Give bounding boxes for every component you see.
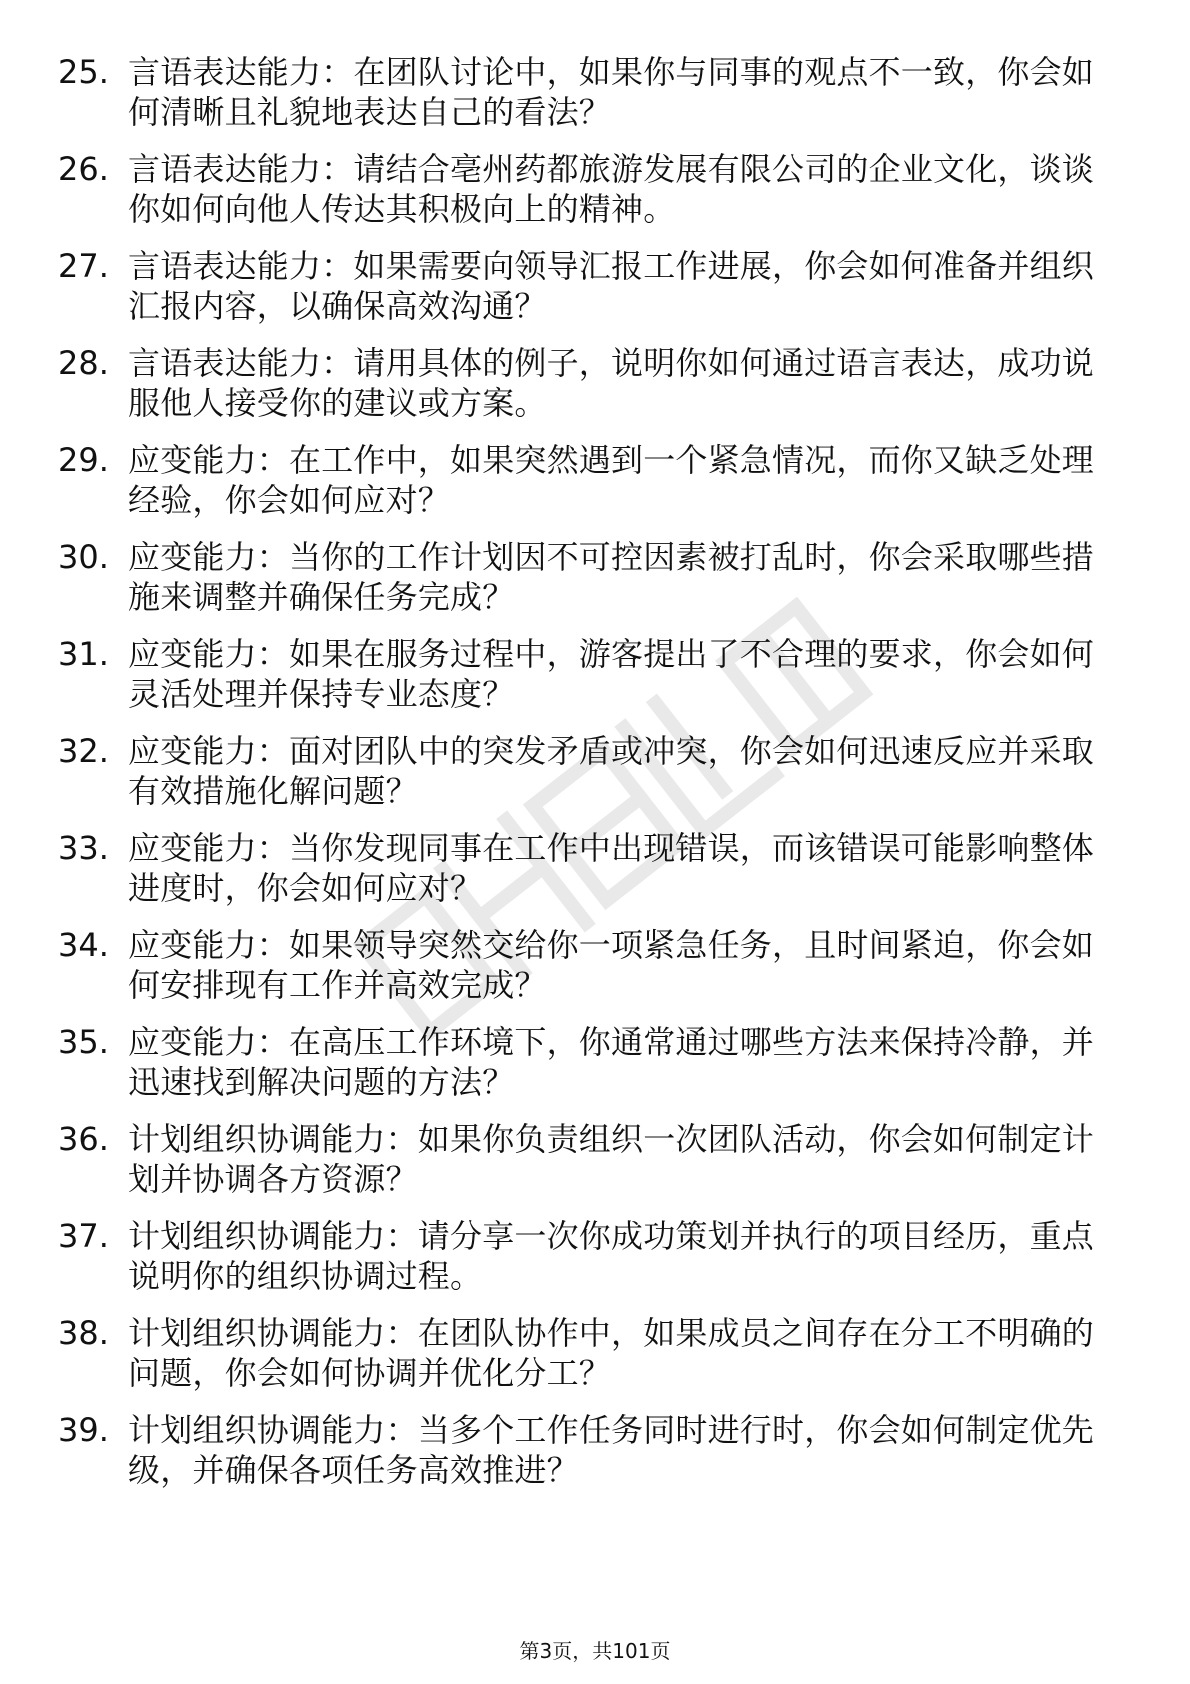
- question-item: [58, 925, 1118, 1022]
- question-number: 29.: [58, 441, 109, 479]
- question-text: 计划组织协调能力：请分享一次你成功策划并执行的项目经历，重点说明你的组织协调过程。: [128, 1217, 1095, 1295]
- question-number: 33.: [58, 829, 109, 867]
- question-number: 30.: [58, 538, 109, 576]
- question-number: 35.: [58, 1023, 109, 1061]
- question-item: [58, 537, 1118, 634]
- question-text: 计划组织协调能力：如果你负责组织一次团队活动，你会如何制定计划并协调各方资源？: [128, 1120, 1095, 1198]
- question-item: [58, 731, 1118, 828]
- question-item: [58, 1216, 1118, 1313]
- question-item: [58, 343, 1118, 440]
- question-list: [58, 52, 1118, 1507]
- question-number: 36.: [58, 1120, 109, 1158]
- question-text: 应变能力：在高压工作环境下，你通常通过哪些方法来保持冷静，并迅速找到解决问题的方法？: [128, 1023, 1095, 1101]
- question-item: [58, 440, 1118, 537]
- question-text: 应变能力：如果在服务过程中，游客提出了不合理的要求，你会如何灵活处理并保持专业态度？: [128, 635, 1095, 713]
- question-item: [58, 634, 1118, 731]
- page-indicator: 第3页，共101页: [519, 1639, 671, 1663]
- question-number: 39.: [58, 1411, 109, 1449]
- question-item: [58, 1022, 1118, 1119]
- question-number: 38.: [58, 1314, 109, 1352]
- question-number: 28.: [58, 344, 109, 382]
- question-text: 应变能力：如果领导突然交给你一项紧急任务，且时间紧迫，你会如何安排现有工作并高效完成？: [128, 926, 1095, 1004]
- question-text: 言语表达能力：请用具体的例子，说明你如何通过语言表达，成功说服他人接受你的建议或方案。: [128, 344, 1095, 422]
- question-item: [58, 1410, 1118, 1507]
- question-item: [58, 246, 1118, 343]
- question-number: 37.: [58, 1217, 109, 1255]
- question-item: [58, 1313, 1118, 1410]
- question-item: [58, 828, 1118, 925]
- question-number: 26.: [58, 150, 109, 188]
- question-text: 应变能力：当你发现同事在工作中出现错误，而该错误可能影响整体进度时，你会如何应对？: [128, 829, 1095, 907]
- question-number: 27.: [58, 247, 109, 285]
- question-item: [58, 1119, 1118, 1216]
- question-text: 言语表达能力：如果需要向领导汇报工作进展，你会如何准备并组织汇报内容，以确保高效沟通？: [128, 247, 1095, 325]
- question-text: 应变能力：面对团队中的突发矛盾或冲突，你会如何迅速反应并采取有效措施化解问题？: [128, 732, 1095, 810]
- question-number: 25.: [58, 53, 109, 91]
- question-number: 32.: [58, 732, 109, 770]
- question-item: [58, 149, 1118, 246]
- question-number: 34.: [58, 926, 109, 964]
- question-item: [58, 52, 1118, 149]
- question-text: 应变能力：在工作中，如果突然遇到一个紧急情况，而你又缺乏处理经验，你会如何应对？: [128, 441, 1095, 519]
- question-text: 计划组织协调能力：当多个工作任务同时进行时，你会如何制定优先级，并确保各项任务高效推进？: [128, 1411, 1095, 1489]
- question-text: 言语表达能力：请结合亳州药都旅游发展有限公司的企业文化，谈谈你如何向他人传达其积极向上的精神。: [128, 150, 1095, 228]
- question-text: 计划组织协调能力：在团队协作中，如果成员之间存在分工不明确的问题，你会如何协调并优化分工？: [128, 1314, 1095, 1392]
- question-text: 应变能力：当你的工作计划因不可控因素被打乱时，你会采取哪些措施来调整并确保任务完成？: [128, 538, 1095, 616]
- question-text: 言语表达能力：在团队讨论中，如果你与同事的观点不一致，你会如何清晰且礼貌地表达自己的看法？: [128, 53, 1095, 131]
- question-number: 31.: [58, 635, 109, 673]
